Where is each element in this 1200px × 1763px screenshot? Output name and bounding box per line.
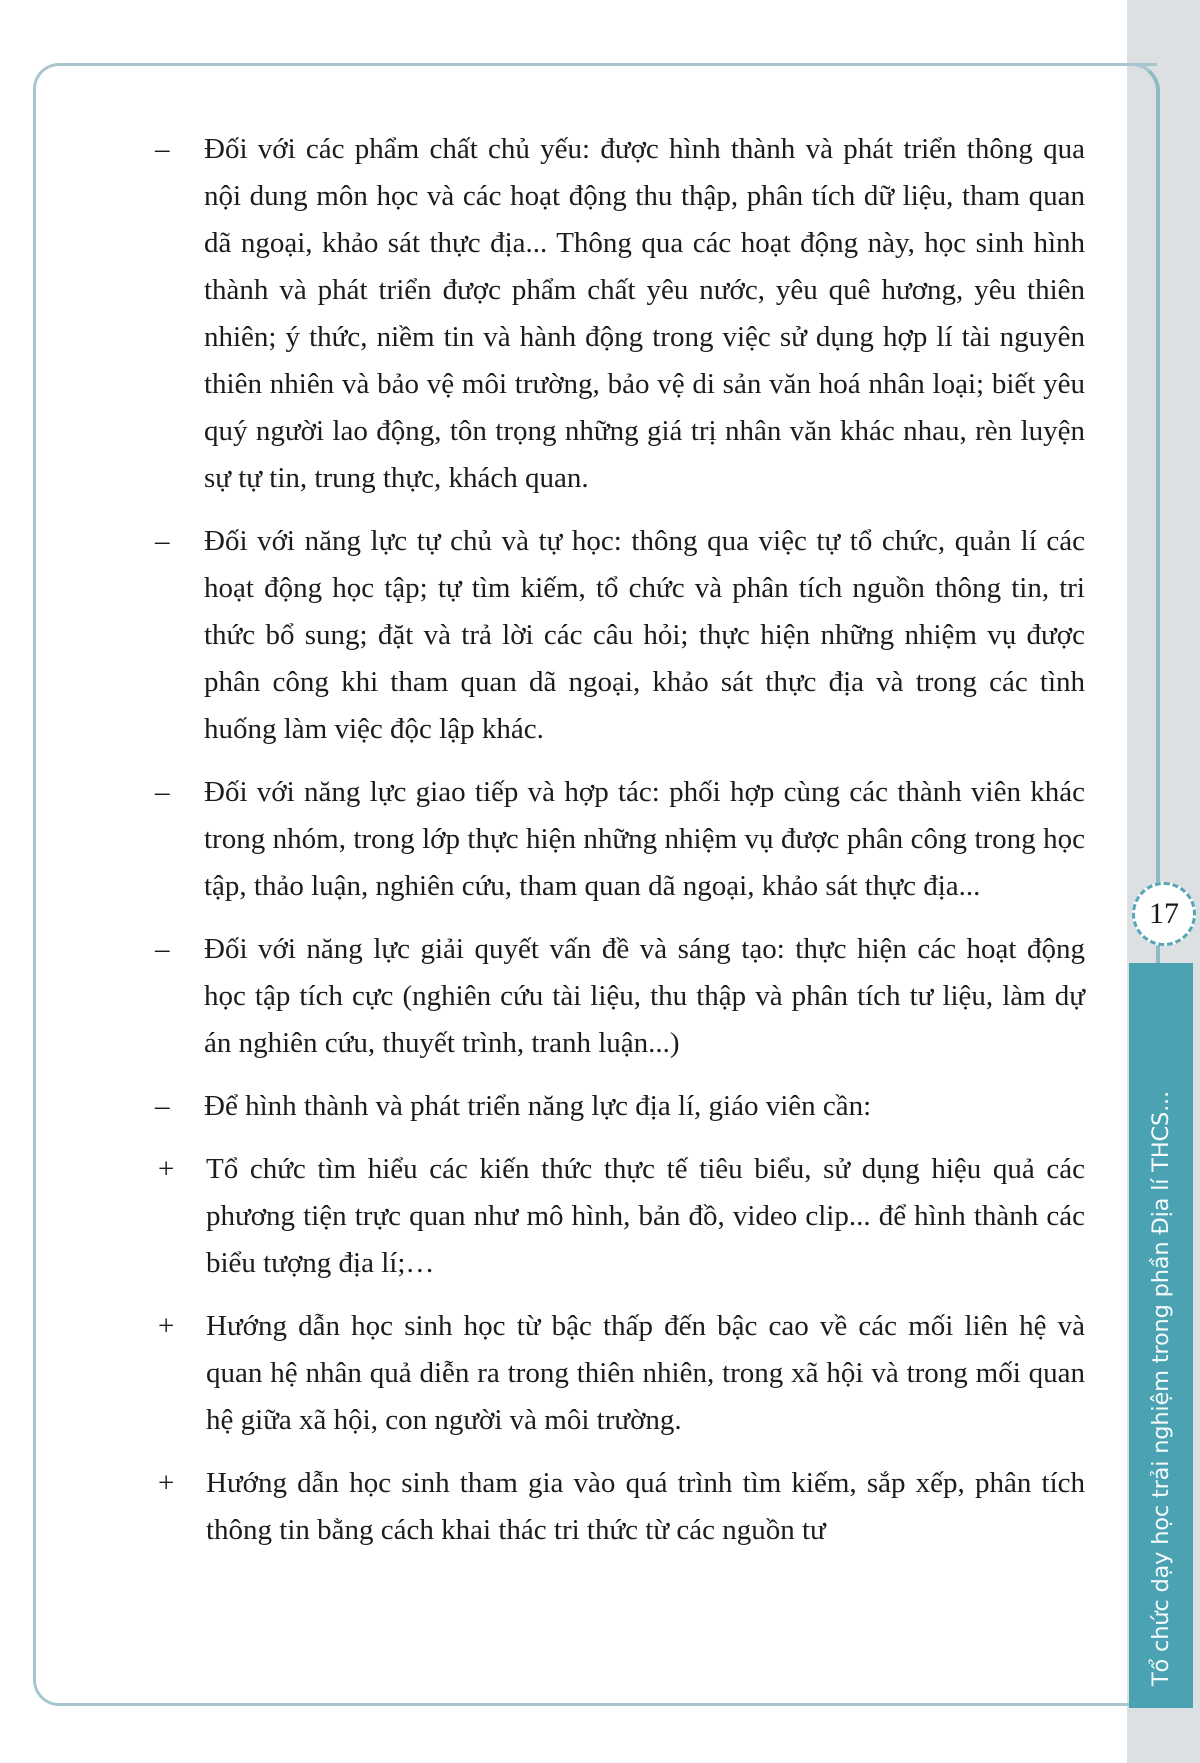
bullet-text: Đối với năng lực giải quyết vấn đề và sáng tạo: thực hiện các hoạt động học tập tích cực (nghiên cứu tài liệu, thu thập và phân tích tư liệu, làm dự án nghiên cứu, thuyết trình, tranh luận...) [204, 933, 1085, 1059]
body-text [155, 126, 1085, 1570]
plus-bullet-icon: + [158, 1153, 175, 1185]
dash-bullet-icon: – [155, 133, 170, 165]
page-frame-side-line [1156, 120, 1160, 884]
bullet-item [155, 769, 1085, 910]
sub-bullet-item [155, 1460, 1085, 1554]
sub-bullet-item [155, 1146, 1085, 1287]
bullet-text: Đối với năng lực tự chủ và tự học: thông qua việc tự tổ chức, quản lí các hoạt động học tập; tự tìm kiếm, tổ chức và phân tích nguồn thông tin, tri thức bổ sung; đặt và trả lời các câu hỏi; thực hiện những nhiệm vụ được phân công khi tham quan dã ngoại, khảo sát thực địa và trong các tình huống làm việc độc lập khác. [204, 525, 1085, 745]
bullet-text: Để hình thành và phát triển năng lực địa lí, giáo viên cần: [204, 1090, 872, 1122]
page-frame-side-line-lower [1156, 944, 1160, 964]
dash-bullet-icon: – [155, 525, 170, 557]
dash-bullet-icon: – [155, 1090, 170, 1122]
bullet-text: Hướng dẫn học sinh học từ bậc thấp đến bậc cao về các mối liên hệ và quan hệ nhân quả diễn ra trong thiên nhiên, trong xã hội và trong mối quan hệ giữa xã hội, con người và môi trường. [206, 1310, 1085, 1436]
bullet-text: Đối với năng lực giao tiếp và hợp tác: phối hợp cùng các thành viên khác trong nhóm, trong lớp thực hiện những nhiệm vụ được phân công trong học tập, thảo luận, nghiên cứu, tham quan dã ngoại, khảo sát thực địa... [204, 776, 1085, 902]
dash-bullet-icon: – [155, 933, 170, 965]
page-frame-corner [1110, 63, 1160, 123]
plus-bullet-icon: + [158, 1310, 175, 1342]
bullet-text: Đối với các phẩm chất chủ yếu: được hình thành và phát triển thông qua nội dung môn học và các hoạt động thu thập, phân tích dữ liệu, tham quan dã ngoại, khảo sát thực địa... Thông qua các hoạt động này, học sinh hình thành và phát triển được phẩm chất yêu nước, yêu quê hương, yêu thiên nhiên; ý thức, niềm tin và hành động trong việc sử dụng hợp lí tài nguyên thiên nhiên và bảo vệ môi trường, bảo vệ di sản văn hoá nhân loại; biết yêu quý người lao động, tôn trọng những giá trị nhân văn khác nhau, rèn luyện sự tự tin, trung thực, khách quan. [204, 133, 1085, 494]
bullet-item [155, 126, 1085, 502]
bullet-item [155, 1083, 1085, 1130]
bullet-text: Hướng dẫn học sinh tham gia vào quá trình tìm kiếm, sắp xếp, phân tích thông tin bằng cách khai thác tri thức từ các nguồn tư [206, 1467, 1085, 1546]
sub-bullet-item [155, 1303, 1085, 1444]
page-number: 17 [1132, 882, 1196, 946]
bullet-item [155, 518, 1085, 753]
running-title: Tổ chức dạy học trải nghiệm trong phần Địa lí THCS... [1148, 1091, 1174, 1686]
dash-bullet-icon: – [155, 776, 170, 808]
bullet-item [155, 926, 1085, 1067]
bullet-text: Tổ chức tìm hiểu các kiến thức thực tế tiêu biểu, sử dụng hiệu quả các phương tiện trực quan như mô hình, bản đồ, video clip... để hình thành các biểu tượng địa lí;… [206, 1153, 1085, 1279]
plus-bullet-icon: + [158, 1467, 175, 1499]
